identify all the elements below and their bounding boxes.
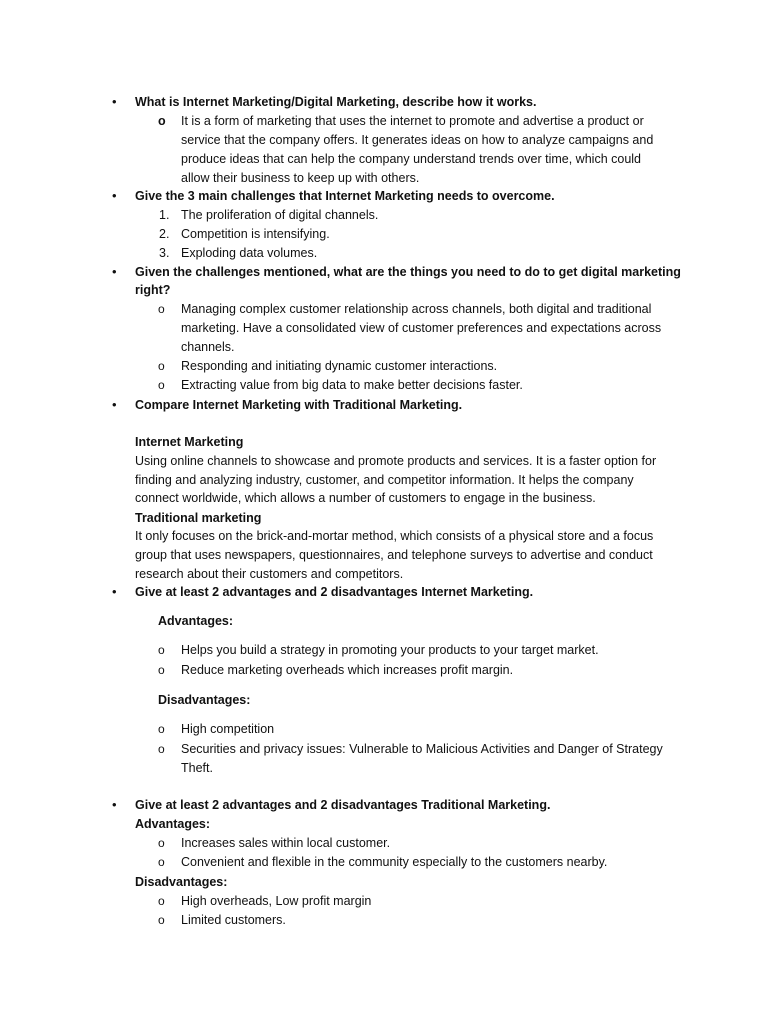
internet-marketing-line: connect worldwide, which allows a number of customers to engage in the business. <box>135 491 596 505</box>
challenge-item: The proliferation of digital channels. <box>181 208 379 222</box>
bullet: • <box>112 264 117 279</box>
bullet: • <box>112 397 117 412</box>
sub-bullet: o <box>158 114 166 128</box>
sub-bullet: o <box>158 663 165 677</box>
traditional-marketing-line: research about their customers and competitors. <box>135 567 404 581</box>
advantages-label: Advantages: <box>158 614 234 628</box>
bullet: • <box>112 797 117 812</box>
bullet: • <box>112 584 117 599</box>
sub-bullet: o <box>158 742 165 756</box>
sub-bullet: o <box>158 378 165 392</box>
internet-marketing-heading: Internet Marketing <box>135 435 244 449</box>
disadvantage-item: High competition <box>181 722 275 736</box>
internet-marketing-line: finding and analyzing industry, customer, and competitor information. It helps the company <box>135 473 634 487</box>
disadvantage-item: Limited customers. <box>181 913 286 927</box>
answer-1-line: service that the company offers. It generates ideas on how to analyze campaigns and <box>181 133 654 147</box>
advantages-label: Advantages: <box>135 817 211 831</box>
disadvantages-label: Disadvantages: <box>135 875 228 889</box>
question-4: Compare Internet Marketing with Traditional Marketing. <box>135 398 463 412</box>
question-3-line: Given the challenges mentioned, what are the things you need to do to get digital marketing <box>135 265 681 279</box>
advantage-item: Helps you build a strategy in promoting your products to your target market. <box>181 643 599 657</box>
sub-bullet: o <box>158 359 165 373</box>
bullet: • <box>112 188 117 203</box>
advantage-item: Reduce marketing overheads which increases profit margin. <box>181 663 514 677</box>
traditional-marketing-heading: Traditional marketing <box>135 511 262 525</box>
answer-3-item: Responding and initiating dynamic customer interactions. <box>181 359 498 373</box>
question-1: What is Internet Marketing/Digital Marketing, describe how it works. <box>135 95 537 109</box>
disadvantage-item-line: Securities and privacy issues: Vulnerable to Malicious Activities and Danger of Strategy <box>181 742 663 756</box>
disadvantage-item-line: Theft. <box>181 761 213 775</box>
answer-3-line: channels. <box>181 340 235 354</box>
list-number: 1. <box>159 208 170 222</box>
disadvantage-item: High overheads, Low profit margin <box>181 894 372 908</box>
sub-bullet: o <box>158 302 165 316</box>
question-6: Give at least 2 advantages and 2 disadvantages Traditional Marketing. <box>135 798 551 812</box>
traditional-marketing-line: group that uses newspapers, questionnaires, and telephone surveys to advertise and conduct <box>135 548 653 562</box>
advantage-item: Convenient and flexible in the community especially to the customers nearby. <box>181 855 608 869</box>
answer-3-item: Extracting value from big data to make better decisions faster. <box>181 378 523 392</box>
sub-bullet: o <box>158 836 165 850</box>
answer-3-line: Managing complex customer relationship across channels, both digital and traditional <box>181 302 652 316</box>
answer-1-line: It is a form of marketing that uses the internet to promote and advertise a product or <box>181 114 644 128</box>
challenge-item: Exploding data volumes. <box>181 246 318 260</box>
sub-bullet: o <box>158 643 165 657</box>
question-5: Give at least 2 advantages and 2 disadvantages Internet Marketing. <box>135 585 534 599</box>
bullet: • <box>112 94 117 109</box>
sub-bullet: o <box>158 894 165 908</box>
internet-marketing-line: Using online channels to showcase and promote products and services. It is a faster option for <box>135 454 657 468</box>
sub-bullet: o <box>158 855 165 869</box>
list-number: 2. <box>159 227 170 241</box>
sub-bullet: o <box>158 913 165 927</box>
question-3-line: right? <box>135 283 171 297</box>
advantage-item: Increases sales within local customer. <box>181 836 391 850</box>
disadvantages-label: Disadvantages: <box>158 693 251 707</box>
answer-1-line: allow their business to keep up with others. <box>181 171 420 185</box>
answer-3-line: marketing. Have a consolidated view of customer preferences and expectations across <box>181 321 662 335</box>
answer-1-line: produce ideas that can help the company understand trends over time, which could <box>181 152 641 166</box>
traditional-marketing-line: It only focuses on the brick-and-mortar method, which consists of a physical store and a focus <box>135 529 654 543</box>
question-2: Give the 3 main challenges that Internet Marketing needs to overcome. <box>135 189 555 203</box>
list-number: 3. <box>159 246 170 260</box>
sub-bullet: o <box>158 722 165 736</box>
challenge-item: Competition is intensifying. <box>181 227 330 241</box>
